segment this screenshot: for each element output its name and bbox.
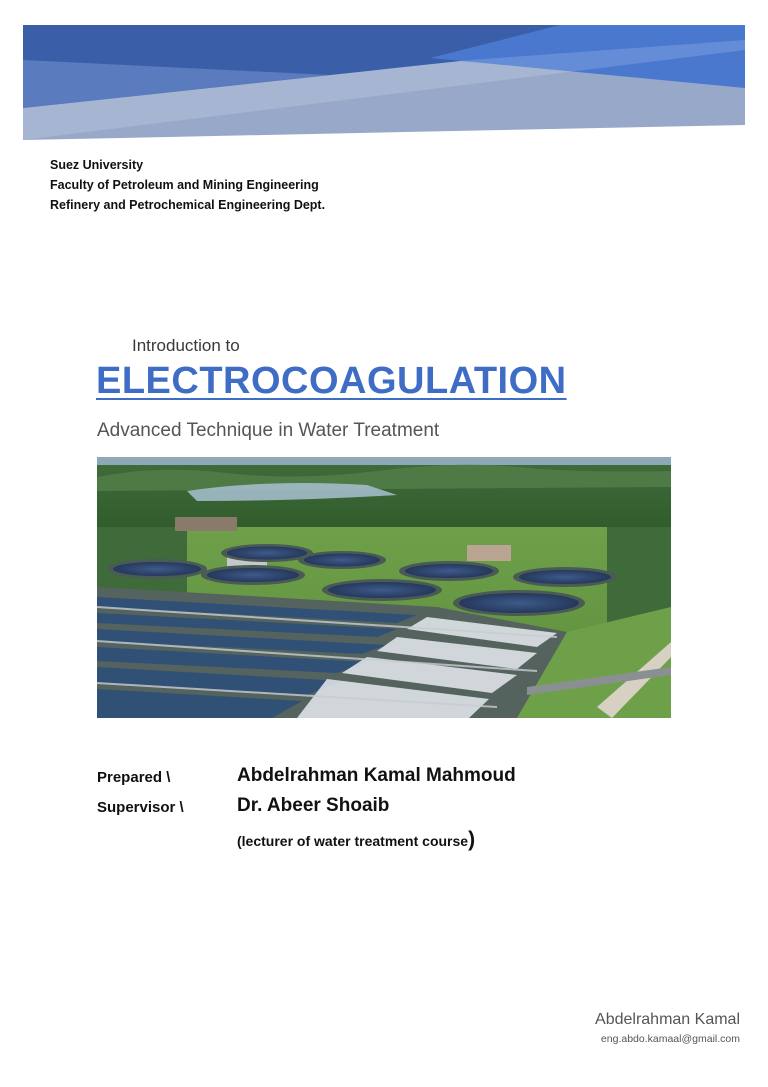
supervisor-note-text: (lecturer of water treatment course (237, 833, 469, 849)
footer-author-email: eng.abdo.kamaal@gmail.com (600, 1033, 740, 1045)
supervisor-name: Dr. Abeer Shoaib (237, 795, 390, 816)
intro-text: Introduction to (132, 336, 240, 355)
document-subtitle: Advanced Technique in Water Treatment (97, 420, 440, 441)
prepared-by-name: Abdelrahman Kamal Mahmoud (237, 765, 516, 786)
faculty-name: Faculty of Petroleum and Mining Engineering (50, 178, 319, 192)
footer-author-name: Abdelrahman Kamal (595, 1011, 740, 1028)
institution-block (50, 155, 325, 215)
university-name: Suez University (50, 158, 144, 172)
water-treatment-plant-photo (97, 457, 671, 718)
supervisor-label: Supervisor \ (97, 799, 184, 816)
header-banner (0, 0, 768, 160)
document-title: ELECTROCOAGULATION (96, 360, 567, 402)
supervisor-note (237, 828, 475, 852)
supervisor-note-close: ) (468, 828, 476, 851)
department-name: Refinery and Petrochemical Engineering Dept. (50, 198, 326, 212)
prepared-label: Prepared \ (97, 769, 171, 786)
